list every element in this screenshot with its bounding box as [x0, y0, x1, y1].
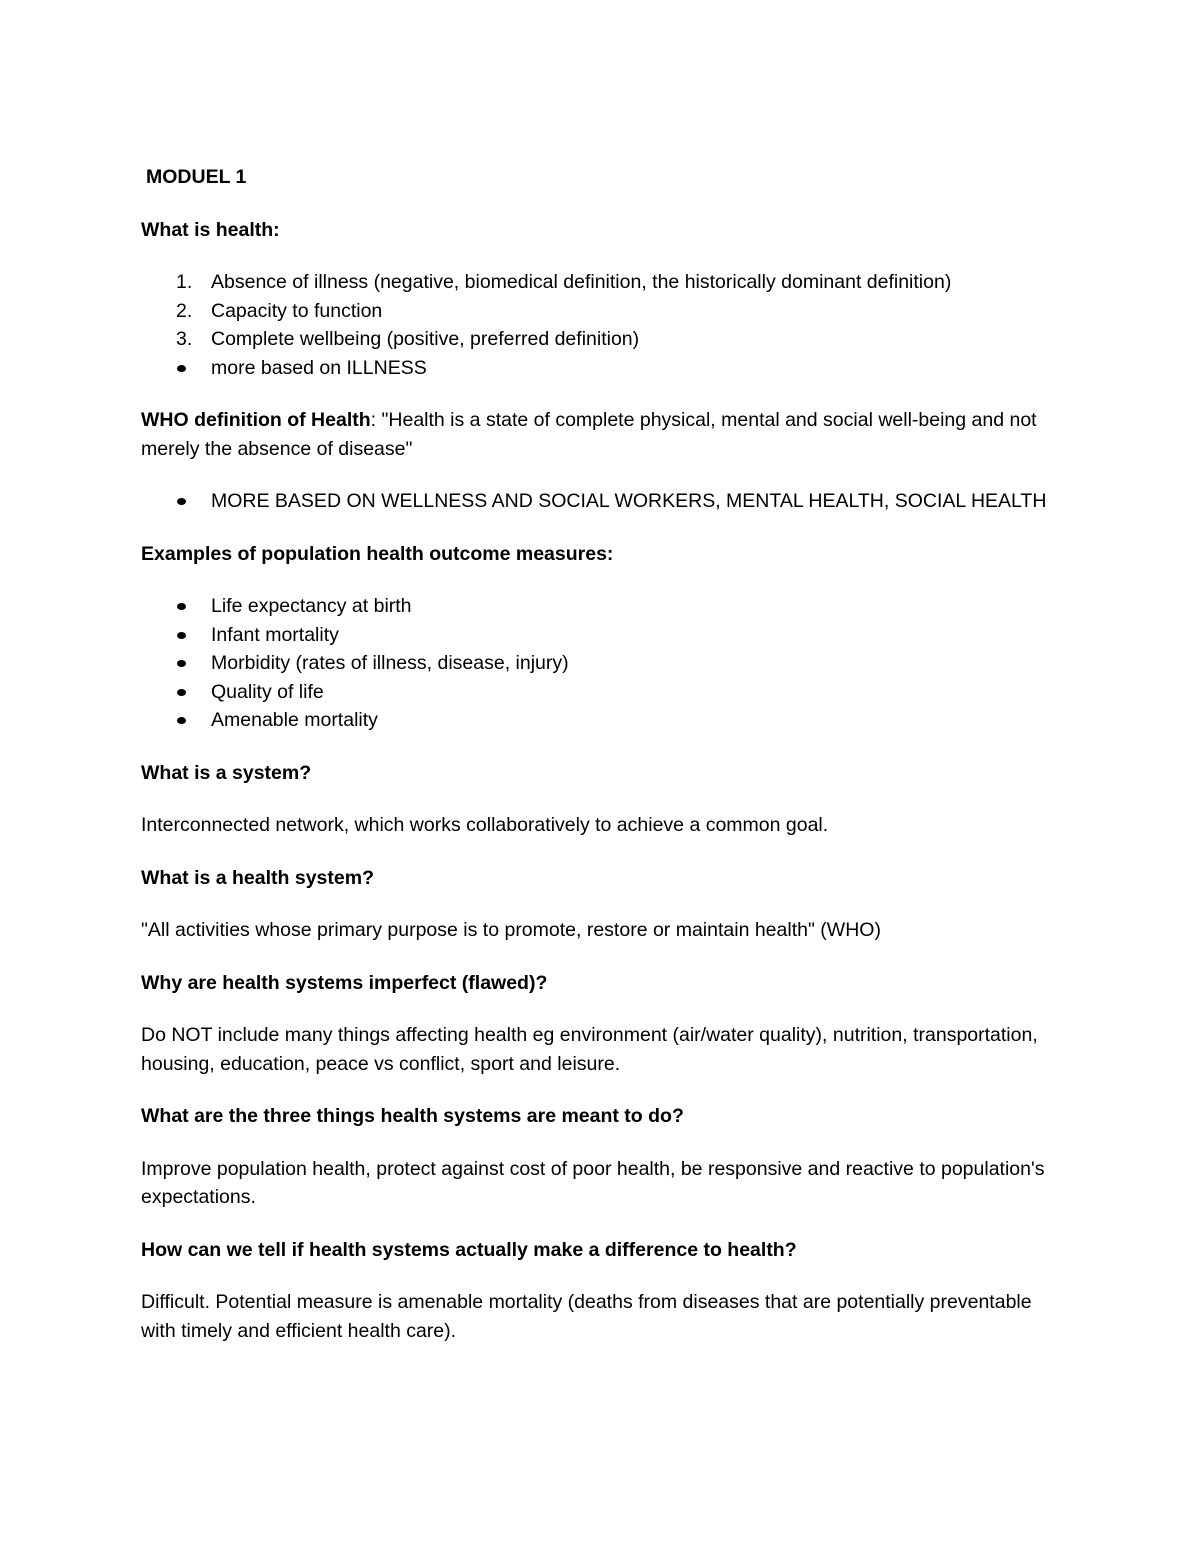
list-item: [141, 621, 1071, 650]
list-item: [141, 297, 1071, 326]
bullet-icon: [177, 498, 186, 505]
list-item: [141, 487, 1071, 516]
question-heading: What is a health system?: [141, 866, 374, 889]
who-definition-term: WHO definition of Health: [141, 409, 371, 431]
list-item-text: more based on ILLNESS: [211, 356, 427, 379]
list-item: [141, 678, 1071, 707]
list-item: [141, 268, 1071, 297]
list-item: [141, 706, 1071, 735]
list-number: 1.: [176, 271, 193, 293]
list-number: 3.: [176, 328, 193, 350]
outcome-measures-list: [141, 592, 1071, 735]
answer-paragraph: "All activities whose primary purpose is to promote, restore or maintain health" (WHO): [141, 919, 881, 941]
health-definitions-list: [141, 268, 1071, 382]
question-heading: What are the three things health systems are meant to do?: [141, 1105, 684, 1127]
answer-paragraph: Do NOT include many things affecting health eg environment (air/water quality), nutrition, transportation, housing, education, peace vs conflict, sport and leisure.: [141, 1024, 1038, 1075]
answer-paragraph: Interconnected network, which works collaboratively to achieve a common goal.: [141, 814, 829, 836]
list-item: [141, 354, 1071, 383]
bullet-icon: [177, 632, 186, 639]
document-page: [141, 163, 1071, 1369]
section-heading-what-is-health: What is health:: [141, 218, 280, 241]
question-heading: How can we tell if health systems actually make a difference to health?: [141, 1238, 797, 1261]
bullet-icon: [177, 717, 186, 724]
list-item-text: Capacity to function: [211, 299, 383, 322]
document-title: MODUEL 1: [146, 166, 247, 188]
list-item: [141, 325, 1071, 354]
list-number: 2.: [176, 299, 193, 322]
list-item-text: Quality of life: [211, 680, 324, 703]
list-item-text: Amenable mortality: [211, 709, 378, 731]
list-item-text: Morbidity (rates of illness, disease, injury): [211, 652, 569, 674]
bullet-icon: [177, 365, 186, 372]
list-item: [141, 649, 1071, 678]
who-definition-text: : "Health is a state of complete physical, mental and social well-being and not merely the absence of disease": [141, 409, 1037, 460]
question-heading: Why are health systems imperfect (flawed)?: [141, 971, 548, 994]
who-definition-notes: [141, 487, 1071, 516]
list-item-text: MORE BASED ON WELLNESS AND SOCIAL WORKERS, MENTAL HEALTH, SOCIAL HEALTH: [211, 490, 1047, 512]
list-item-text: Life expectancy at birth: [211, 595, 412, 617]
question-heading: What is a system?: [141, 761, 312, 784]
answer-paragraph: Improve population health, protect against cost of poor health, be responsive and reactive to population's expectations.: [141, 1157, 1045, 1208]
answer-paragraph: Difficult. Potential measure is amenable mortality (deaths from diseases that are potentially preventable with timely and efficient health care).: [141, 1291, 1032, 1342]
bullet-icon: [177, 660, 186, 667]
bullet-icon: [177, 603, 186, 610]
list-item-text: Absence of illness (negative, biomedical definition, the historically dominant definition): [211, 271, 952, 293]
list-item-text: Infant mortality: [211, 623, 339, 646]
list-item-text: Complete wellbeing (positive, preferred definition): [211, 328, 640, 350]
who-definition-paragraph: [141, 406, 1071, 463]
section-heading-outcome-measures: Examples of population health outcome measures:: [141, 542, 614, 565]
list-item: [141, 592, 1071, 621]
bullet-icon: [177, 689, 186, 696]
